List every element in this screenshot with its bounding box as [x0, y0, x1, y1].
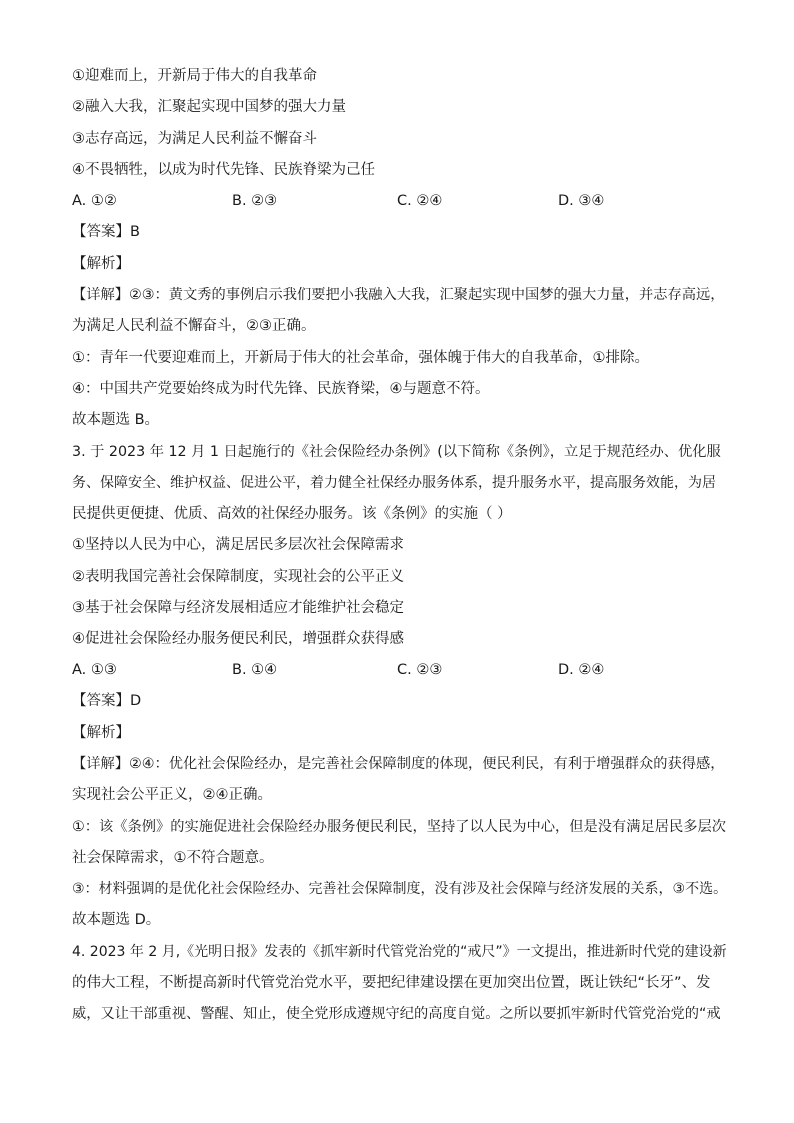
q3-item-3: ③基于社会保障与经济发展相适应才能维护社会稳定 — [72, 600, 404, 616]
q3-detail-line-3: ①：该《条例》的实施促进社会保险经办服务便民利民，坚持了以人民为中心，但是没有满足居民多层次 — [72, 819, 727, 835]
q3-detail-line-1: 【详解】②④：优化社会保险经办，是完善社会保障制度的体现，便民利民，有利于增强群众的获得感， — [72, 756, 725, 772]
q2-option-c: C. ②④ — [397, 193, 443, 209]
q4-stem-line-3: 威，又让干部重视、警醒、知止，使全党形成遵规守纪的高度自觉。之所以要抓牢新时代管党治党的“戒 — [72, 1006, 721, 1022]
q2-detail-line-1: 【详解】②③：黄文秀的事例启示我们要把小我融入大我，汇聚起实现中国梦的强大力量，并志存高远， — [72, 287, 725, 303]
q3-detail-line-4: 社会保障需求，①不符合题意。 — [72, 850, 274, 866]
q3-conclusion: 故本题选 D。 — [72, 912, 161, 928]
q2-item-3: ③志存高远，为满足人民利益不懈奋斗 — [72, 131, 317, 147]
q4-stem-line-1: 4. 2023 年 2 月,《光明日报》发表的《抓牢新时代管党治党的“戒尺”》一文提出，推进新时代党的建设新 — [72, 944, 727, 960]
q4-stem-line-2: 的伟大工程，不断提高新时代管党治党水平，要把纪律建设摆在更加突出位置，既让铁纪“长牙”、发 — [72, 975, 711, 991]
q3-analysis-label: 【解析】 — [72, 725, 130, 741]
q2-detail-line-3: ①：青年一代要迎难而上，开新局于伟大的社会革命，强体魄于伟大的自我革命，①排除。 — [72, 350, 649, 366]
q2-item-1: ①迎难而上，开新局于伟大的自我革命 — [72, 68, 317, 84]
q3-option-d: D. ②④ — [558, 662, 605, 678]
q2-options — [72, 191, 732, 211]
q3-detail-line-2: 实现社会公平正义，②④正确。 — [72, 787, 272, 803]
q3-options — [72, 660, 732, 680]
q3-detail-line-5: ③：材料强调的是优化社会保险经办、完善社会保障制度，没有涉及社会保障与经济发展的关系，③不选。 — [72, 881, 728, 897]
q2-answer: 【答案】B — [72, 224, 140, 240]
q3-item-4: ④促进社会保险经办服务便民利民，增强群众获得感 — [72, 631, 404, 647]
q3-option-b: B. ①④ — [232, 662, 278, 678]
q2-conclusion: 故本题选 B。 — [72, 412, 160, 428]
q3-option-c: C. ②③ — [397, 662, 443, 678]
q3-option-a: A. ①③ — [72, 662, 117, 678]
q3-stem-line-2: 务、保障安全、维护权益、促进公平，着力健全社保经办服务体系，提升服务水平，提高服务效能，为居 — [72, 475, 716, 491]
q2-option-d: D. ③④ — [558, 193, 605, 209]
q3-item-1: ①坚持以人民为中心，满足居民多层次社会保障需求 — [72, 537, 404, 553]
q2-analysis-label: 【解析】 — [72, 256, 130, 272]
q2-option-b: B. ②③ — [232, 193, 278, 209]
q3-item-2: ②表明我国完善社会保障制度，实现社会的公平正义 — [72, 569, 404, 585]
q3-answer: 【答案】D — [72, 693, 142, 709]
q3-stem-line-1: 3. 于 2023 年 12 月 1 日起施行的《社会保险经办条例》(以下简称《条例》，立足于规范经办、优化服 — [72, 444, 721, 460]
q2-item-2: ②融入大我，汇聚起实现中国梦的强大力量 — [72, 99, 346, 115]
q2-detail-line-4: ④：中国共产党要始终成为时代先锋、民族脊梁，④与题意不符。 — [72, 381, 490, 397]
q2-detail-line-2: 为满足人民利益不懈奋斗，②③正确。 — [72, 318, 316, 334]
q3-stem-line-3: 民提供更便捷、优质、高效的社保经办服务。该《条例》的实施（ ） — [72, 506, 512, 522]
q2-item-4: ④不畏牺牲，以成为时代先锋、民族脊梁为己任 — [72, 162, 375, 178]
q2-option-a: A. ①② — [72, 193, 117, 209]
